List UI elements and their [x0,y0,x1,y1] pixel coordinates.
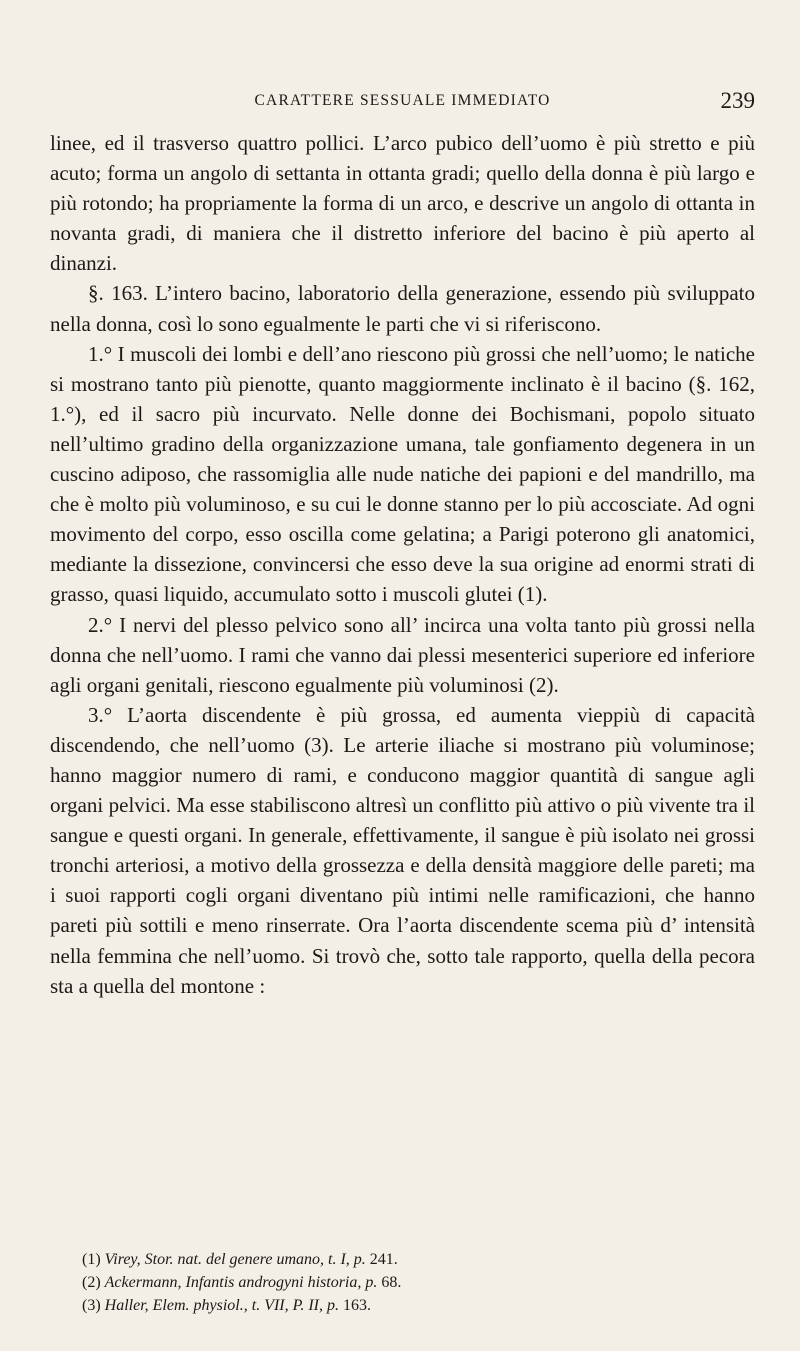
footnote-author: Haller, [104,1297,149,1314]
footnote-author: Virey, [104,1251,141,1268]
book-page [50,0,755,1351]
footnote-marker: (3) [82,1297,101,1314]
footnote-1 [82,1248,742,1271]
footnote-author: Ackermann, [104,1274,182,1291]
running-title: CARATTERE SESSUALE IMMEDIATO [254,92,551,109]
footnote-work: Stor. nat. del genere umano, t. I, p. [144,1251,366,1268]
paragraph-1: linee, ed il trasverso quattro pollici. L’arco pubico dell’uomo è più stretto e più acuto; forma un angolo di settanta in ottanta gradi; quello della donna è più largo e più rotondo; ha propriamente la forma di un arco, e descrive un angolo di ottanta in novanta gradi, di maniera che il distretto inferiore del bacino è più aperto al dinanzi. [50,131,755,276]
footnotes [82,1248,742,1317]
body-text [50,128,755,1001]
footnote-marker: (2) [82,1274,101,1291]
footnote-page: 241. [365,1251,398,1268]
paragraph-item-1: 1.° I muscoli dei lombi e dell’ano riescono più grossi che nell’uomo; le natiche si mostrano tanto più pienotte, quanto maggiormente inclinato è il bacino (§. 162, 1.°), ed il sacro più incurvato. Nelle donne dei Bochismani, popolo situato nell’ultimo gradino della organizzazione umana, tale gonfiamento degenera in un cuscino adiposo, che rassomiglia alle nude natiche dei papioni e del mandrillo, ma che è molto più voluminoso, e su cui le donne stanno per lo più accosciate. Ad ogni movimento del corpo, esso oscilla come gelatina; a Parigi poterono gli anatomici, mediante la dissezione, convincersi che esso deve la sua origine ad enormi strati di grasso, quasi liquido, accumulato sotto i muscoli glutei (1). [50,341,755,607]
paragraph-item-2: 2.° I nervi del plesso pelvico sono all’ incirca una volta tanto più grossi nella donna che nell’uomo. I rami che vanno dai plessi mesenterici superiore ed inferiore agli organi genitali, riescono egualmente più voluminosi (2). [50,612,755,697]
footnote-3 [82,1294,742,1317]
footnote-work: Infantis androgyni historia, p. [185,1274,378,1291]
footnote-2 [82,1271,742,1294]
footnote-page: 163. [339,1297,371,1314]
page-number: 239 [720,88,755,113]
footnote-page: 68. [377,1274,402,1291]
running-head [50,88,755,118]
footnote-work: Elem. physiol., t. VII, P. II, p. [152,1297,339,1314]
paragraph-item-3: 3.° L’aorta discendente è più grossa, ed aumenta vieppiù di capacità discendendo, che nell’uomo (3). Le arterie iliache si mostrano più voluminose; hanno maggior numero di rami, e conducono maggior quantità di sangue agli organi pelvici. Ma esse stabiliscono altresì un conflitto più attivo o più vivente tra il sangue e questi organi. In generale, effettivamente, il sangue è più isolato nei grossi tronchi arteriosi, a motivo della grossezza e della densità maggiore delle pareti; ma i suoi rapporti cogli organi diventano più intimi nelle ramificazioni, che hanno pareti più sottili e meno rinserrate. Ora l’aorta discendente scema più d’ intensità nella femmina che nell’uomo. Si trovò che, sotto tale rapporto, quella della pecora sta a quella del montone : [50,702,755,998]
footnote-marker: (1) [82,1251,101,1268]
paragraph-section-163: §. 163. L’intero bacino, laboratorio della generazione, essendo più sviluppato nella donna, così lo sono egualmente le parti che vi si riferiscono. [50,281,755,336]
